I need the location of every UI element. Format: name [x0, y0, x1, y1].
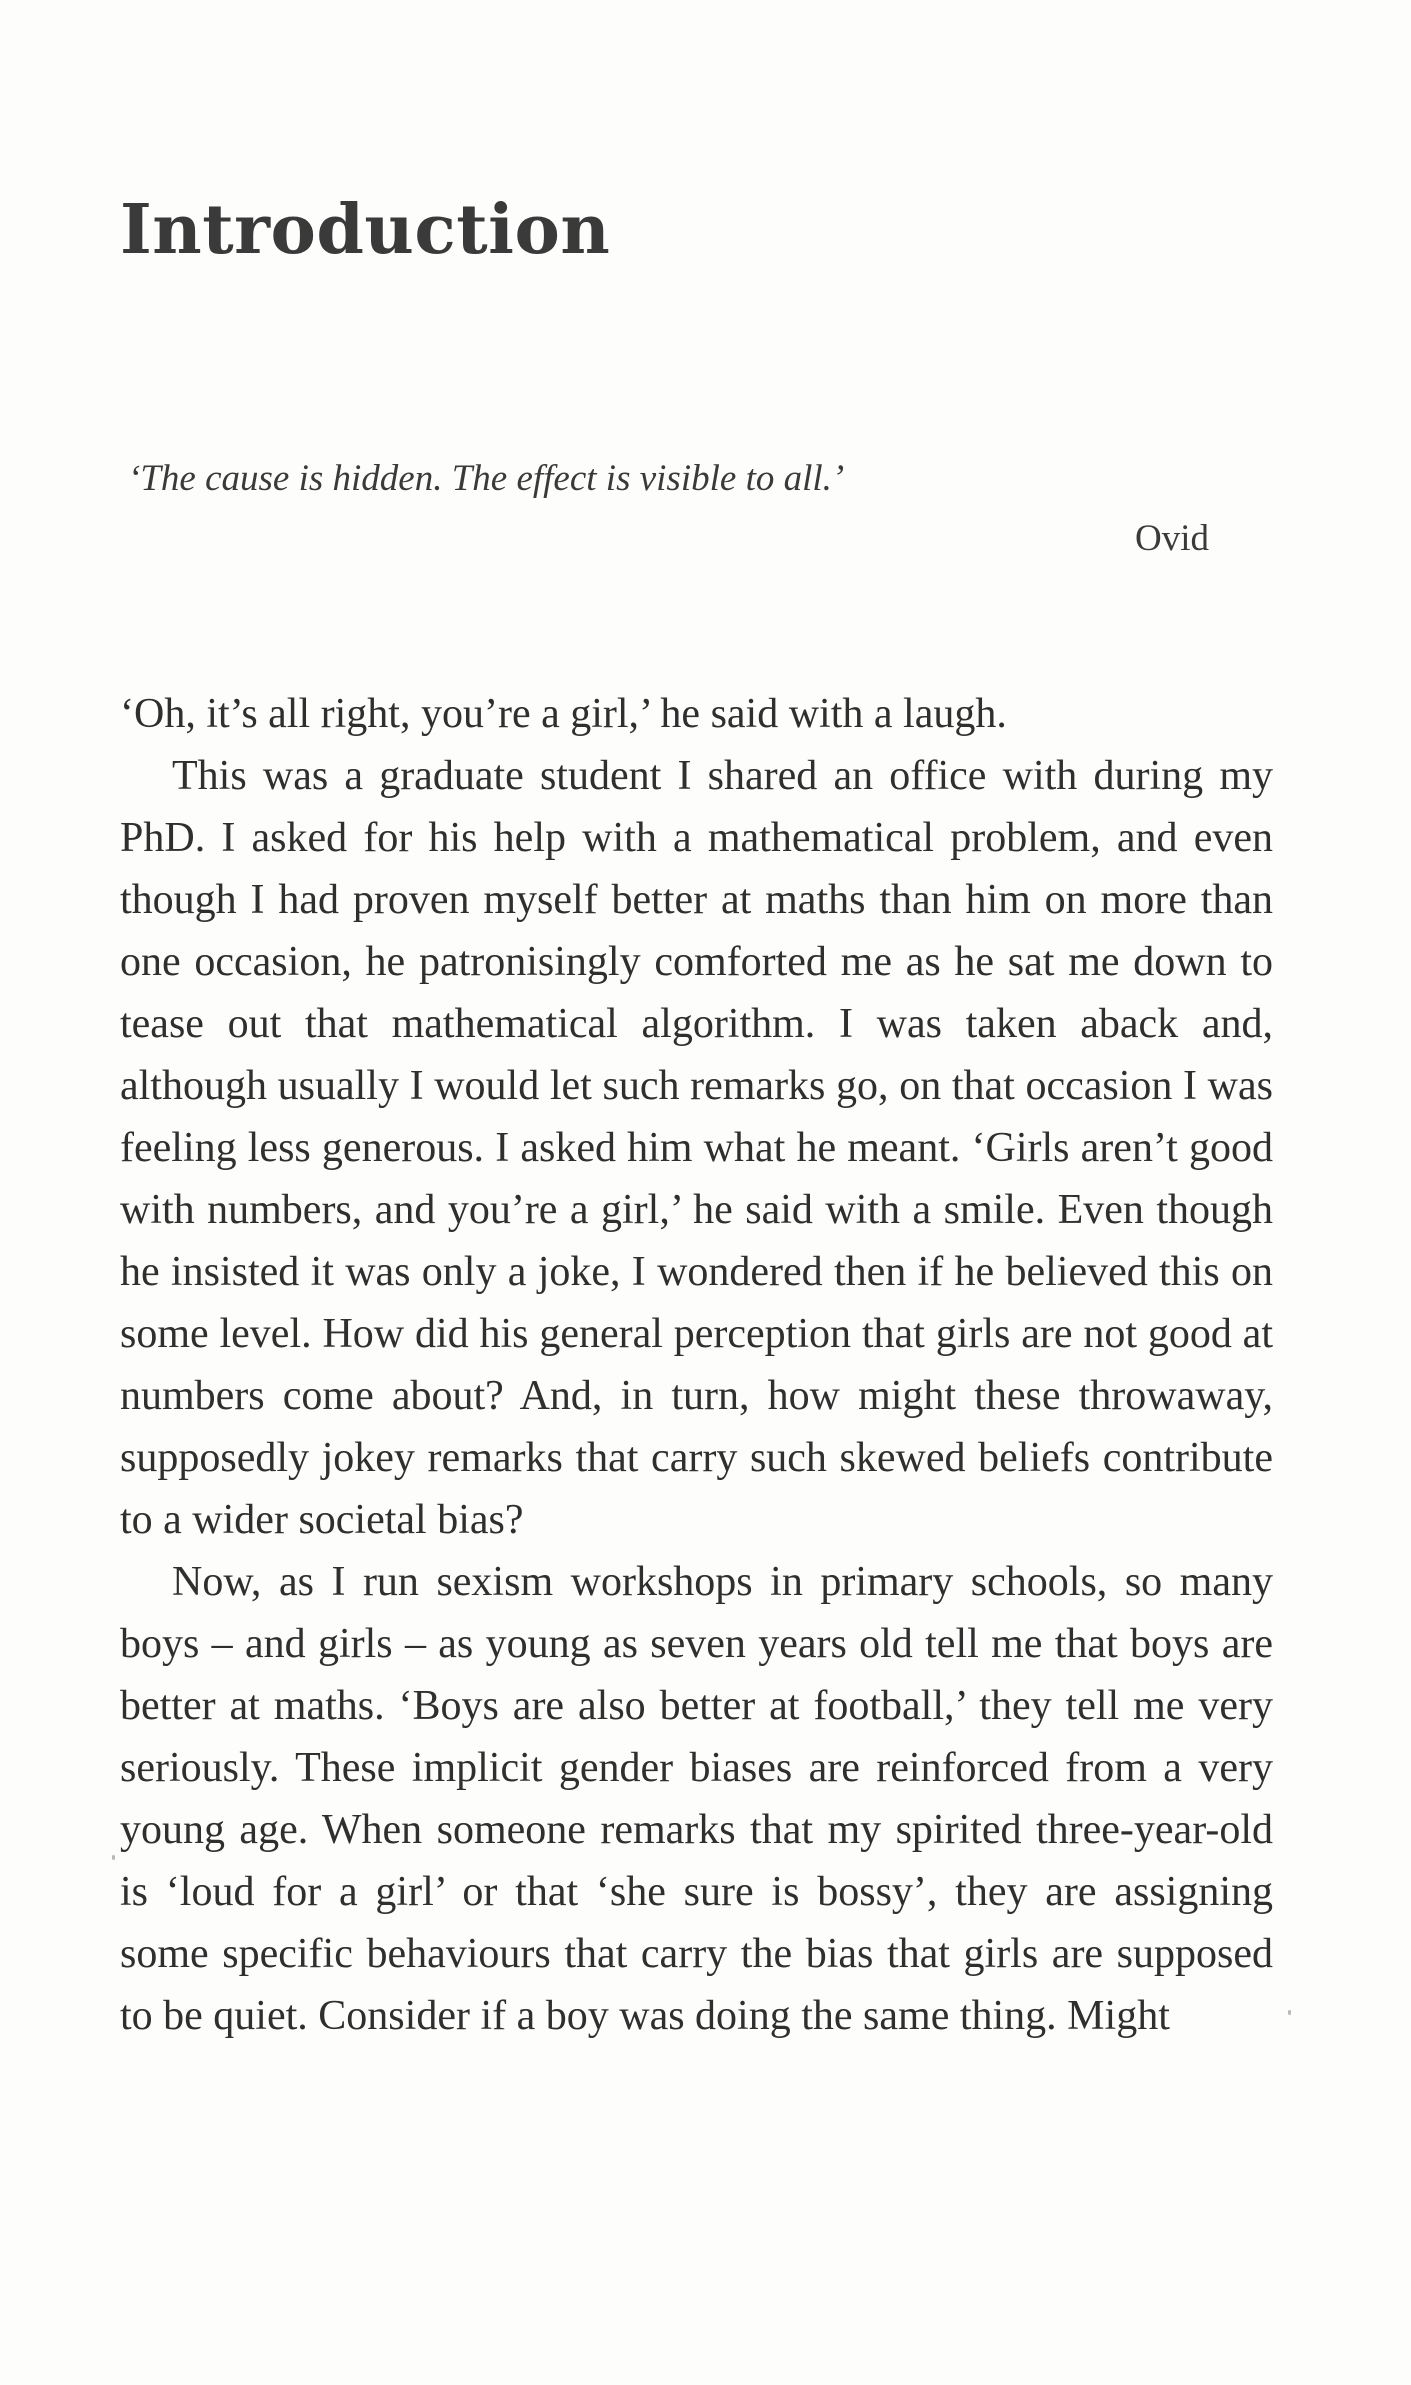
chapter-title: Introduction: [120, 190, 611, 270]
scan-speck: [112, 1855, 115, 1860]
paragraph-graduate-student: This was a graduate student I shared an office with during my PhD. I asked for his help with a mathematical problem, and even though I had proven myself better at maths than him on more than one occasion, he patronisingly comforted me as he sat me down to tease out that mathematical algorithm. I was taken aback and, although usually I would let such remarks go, on that occasion I was feeling less generous. I asked him what he meant. ‘Girls aren’t good with numbers, and you’re a girl,’ he said with a smile. Even though he insisted it was only a joke, I wondered then if he believed this on some level. How did his general perception that girls are not good at numbers come about? And, in turn, how might these throwaway, supposedly jokey remarks that carry such skewed beliefs contribute to a wider societal bias?: [120, 753, 1273, 1543]
epigraph: [128, 458, 1228, 559]
paragraph-sexism-workshops: Now, as I run sexism workshops in primary schools, so many boys – and girls – as young as seven years old tell me that boys are better at maths. ‘Boys are also better at football,’ they tell me very seriously. These implicit gender biases are reinforced from a very young age. When someone remarks that my spirited three-year-old is ‘loud for a girl’ or that ‘she sure is bossy’, they are assigning some specific behaviours that carry the bias that girls are supposed to be quiet. Consider if a boy was doing the same thing. Might: [120, 1559, 1273, 2039]
scan-speck: [1288, 2010, 1291, 2015]
body-text: [120, 683, 1273, 2047]
epigraph-author: Ovid: [1135, 518, 1209, 559]
paragraph-opening-quote: ‘Oh, it’s all right, you’re a girl,’ he said with a laugh.: [120, 691, 1007, 737]
epigraph-quote: ‘The cause is hidden. The effect is visible to all.’: [128, 458, 845, 499]
